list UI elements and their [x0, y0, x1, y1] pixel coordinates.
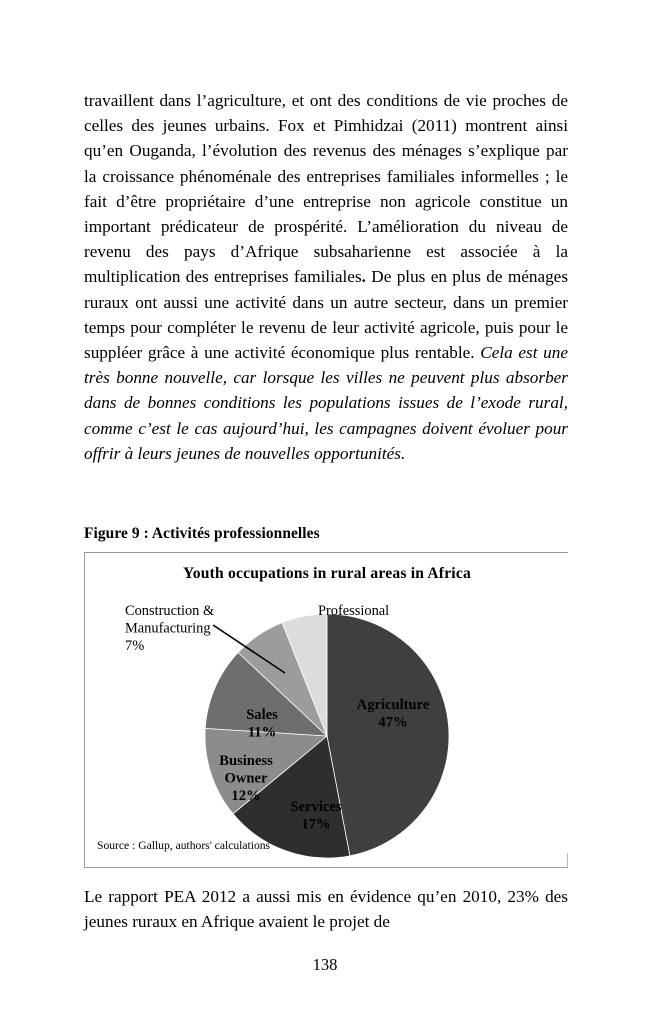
paragraph-2: Le rapport PEA 2012 a aussi mis en évidence qu’en 2010, 23% des jeunes ruraux en Afrique avaient le projet de [84, 887, 568, 932]
page-number: 138 [312, 955, 338, 974]
pie-label-business-owner: Business Owner 12% [219, 753, 273, 804]
chart-title: Youth occupations in rural areas in Africa [183, 565, 471, 582]
paragraph-1-run-1: travaillent dans l’agriculture, et ont des conditions de vie proches de celles des jeunes urbains. Fox et Pimhidzai (2011) montrent ainsi qu’en Ouganda, l’évolution des revenus des ménages s’explique par la croissance phénoménale des entreprises familiales informelles ; le fait d’être propriétaire d’une entreprise non agricole constitue un important prédicateur de prospérité. L’amélioration du niveau de revenu des pays d’Afrique subsaharienne est associée à la multiplication des entreprises familiales [84, 91, 568, 287]
paragraph-1-run-4-italic: Cela est une très bonne nouvelle, car lorsque les villes ne peuvent plus absorber dans de bonnes conditions les populations issues de l’exode rural, comme c’est le cas aujourd’hui, les campagnes doivent évoluer pour offrir à leurs jeunes de nouvelles opportunités. [84, 343, 568, 463]
pie-label-agriculture: Agriculture 47% [356, 697, 430, 731]
pie-label-professional: Professional [318, 603, 390, 619]
body-text-block [84, 88, 568, 466]
pie-slice-agriculture [327, 614, 449, 856]
pie-label-services: Services 17% [290, 799, 342, 833]
chart-source-note: Source : Gallup, authors' calculations [97, 838, 271, 852]
figure-caption: Figure 9 : Activités professionnelles [84, 525, 320, 542]
paragraph-1-run-3: De plus en plus de ménages ruraux ont aussi une activité dans un autre secteur, dans un premier temps pour compléter le revenu de leur activité agricole, puis pour le suppléer grâce à une activité économique plus rentable. [84, 267, 569, 363]
paragraph-1-run-2-bold: . [361, 267, 366, 287]
pie-chart [85, 553, 569, 869]
pie-label-construction-manufacturing: Construction & Manufacturing 7% [125, 603, 215, 654]
paragraph-1 [84, 88, 568, 466]
body-text-block-2 [84, 884, 568, 934]
figure-chart-frame [84, 552, 568, 868]
pie-label-sales: Sales 11% [246, 707, 278, 741]
